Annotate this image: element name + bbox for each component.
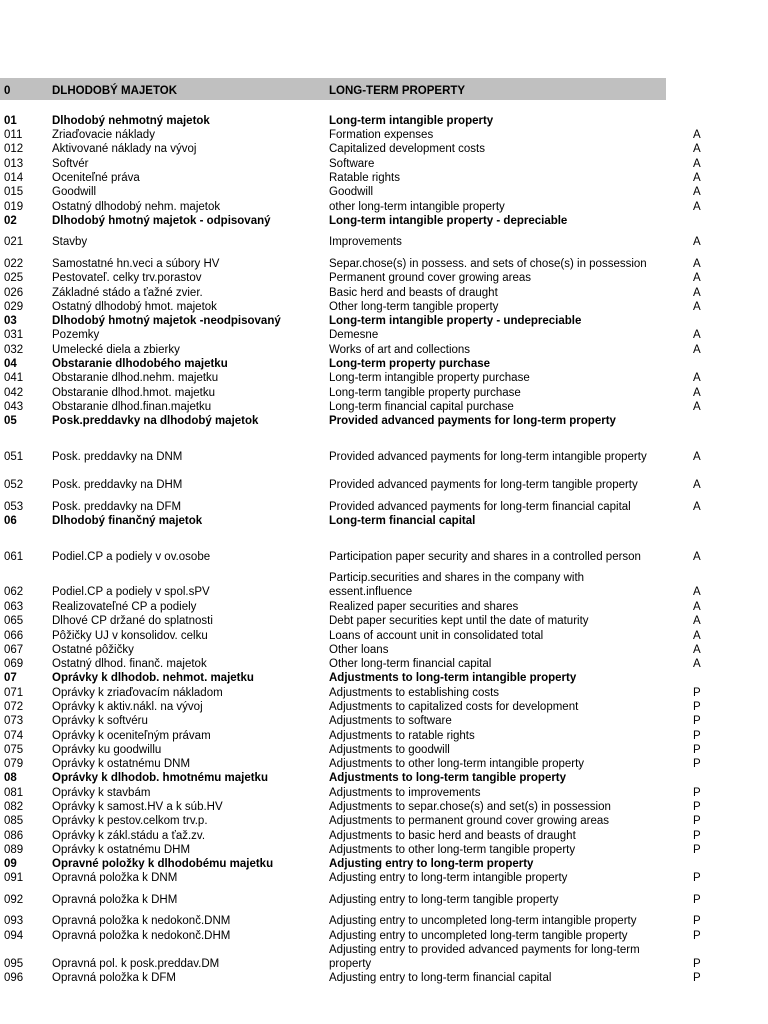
account-name-english: Adjusting entry to uncompleted long-term intangible property xyxy=(329,915,637,927)
account-name-slovak: Ostatné pôžičky xyxy=(52,644,134,656)
account-name-english: Adjusting entry to long-term property xyxy=(329,858,534,870)
account-type: P xyxy=(693,830,701,842)
account-type: A xyxy=(693,630,701,642)
account-name-english: Other long-term financial capital xyxy=(329,658,492,670)
account-code: 019 xyxy=(4,201,24,213)
account-code: 011 xyxy=(4,129,23,141)
account-type: A xyxy=(693,129,701,141)
account-name-english: Long-term intangible property - undepreciable xyxy=(329,315,582,327)
account-name-slovak: Ostatný dlhodobý hmot. majetok xyxy=(52,301,217,313)
account-name-slovak: Opravná položka k DHM xyxy=(52,894,178,906)
account-name-slovak: Oceniteľné práva xyxy=(52,172,140,184)
account-name-english: Other loans xyxy=(329,644,389,656)
account-type: A xyxy=(693,329,701,341)
account-name-english: Goodwill xyxy=(329,186,374,198)
account-name-english: Adjusting entry to long-term tangible property xyxy=(329,894,559,906)
account-name-english: Adjustments to other long-term intangible property xyxy=(329,758,585,770)
account-code: 053 xyxy=(4,501,24,513)
account-name-english: Works of art and collections xyxy=(329,344,471,356)
account-code: 014 xyxy=(4,172,24,184)
account-code: 073 xyxy=(4,715,24,727)
account-name-english: Provided advanced payments for long-term property xyxy=(329,415,616,427)
account-name-slovak: Pôžičky UJ v konsolidov. celku xyxy=(52,630,208,642)
account-name-slovak: Umelecké diela a zbierky xyxy=(52,344,180,356)
account-code: 029 xyxy=(4,301,24,313)
account-code: 031 xyxy=(4,329,24,341)
account-type: A xyxy=(693,258,701,270)
account-type: P xyxy=(693,815,701,827)
account-name-english: Basic herd and beasts of draught xyxy=(329,287,498,299)
account-name-slovak: Pestovateľ. celky trv.porastov xyxy=(52,272,202,284)
account-name-english: Separ.chose(s) in possess. and sets of chose(s) in possession xyxy=(329,258,647,270)
account-type: P xyxy=(693,701,701,713)
account-name-slovak: Pozemky xyxy=(52,329,100,341)
account-type: A xyxy=(693,451,701,463)
account-type: A xyxy=(693,551,701,563)
account-type: A xyxy=(693,186,701,198)
account-name-slovak: Dlhodobý finančný majetok xyxy=(52,515,203,527)
account-name-slovak: Obstaranie dlhod.nehm. majetku xyxy=(52,372,219,384)
account-code: 051 xyxy=(4,451,24,463)
header-english-title: LONG-TERM PROPERTY xyxy=(329,85,466,97)
account-name-slovak: Softvér xyxy=(52,158,89,170)
account-name-english: Long-term tangible property purchase xyxy=(329,387,521,399)
account-name-slovak: Zriaďovacie náklady xyxy=(52,129,155,141)
account-type: A xyxy=(693,287,701,299)
account-name-english: Adjustments to software xyxy=(329,715,452,727)
account-name-english: Demesne xyxy=(329,329,379,341)
account-name-slovak: Oprávky k aktiv.nákl. na vývoj xyxy=(52,701,203,713)
account-type: A xyxy=(693,401,701,413)
account-code: 067 xyxy=(4,644,24,656)
account-code: 074 xyxy=(4,730,24,742)
account-type: A xyxy=(693,143,701,155)
account-name-slovak: Oprávky k softvéru xyxy=(52,715,148,727)
account-type: A xyxy=(693,301,701,313)
account-name-english: Ratable rights xyxy=(329,172,400,184)
account-name-english: Capitalized development costs xyxy=(329,143,485,155)
account-name-slovak: Obstaranie dlhod.finan.majetku xyxy=(52,401,212,413)
account-type: A xyxy=(693,501,701,513)
account-name-english: Loans of account unit in consolidated total xyxy=(329,630,544,642)
account-code: 063 xyxy=(4,601,24,613)
account-name-english: Adjustments to establishing costs xyxy=(329,687,500,699)
account-name-slovak: Opravná položka k nedokonč.DNM xyxy=(52,915,231,927)
account-code: 021 xyxy=(4,236,24,248)
account-code: 082 xyxy=(4,801,24,813)
account-name-english: Provided advanced payments for long-term tangible property xyxy=(329,479,638,491)
account-name-english: Adjusting entry to uncompleted long-term tangible property xyxy=(329,930,628,942)
account-code: 015 xyxy=(4,186,24,198)
account-name-english: other long-term intangible property xyxy=(329,201,505,213)
account-name-english: Particip.securities and shares in the company with essent.influence xyxy=(329,572,585,599)
account-type: A xyxy=(693,272,701,284)
account-name-english: Adjustments to separ.chose(s) and set(s) in possession xyxy=(329,801,611,813)
account-type: P xyxy=(693,715,701,727)
account-code: 07 xyxy=(4,672,17,684)
account-name-english: Improvements xyxy=(329,236,402,248)
account-type: P xyxy=(693,801,701,813)
account-code: 065 xyxy=(4,615,24,627)
account-name-slovak: Posk. preddavky na DNM xyxy=(52,451,183,463)
account-name-english: Adjustments to goodwill xyxy=(329,744,450,756)
account-name-english: Long-term intangible property purchase xyxy=(329,372,530,384)
account-name-english: Long-term intangible property - depreciable xyxy=(329,215,568,227)
account-type: P xyxy=(693,915,701,927)
account-name-slovak: Oprávky k dlhodob. nehmot. majetku xyxy=(52,672,254,684)
account-code: 091 xyxy=(4,872,24,884)
account-type: P xyxy=(693,894,701,906)
account-name-english: Provided advanced payments for long-term intangible property xyxy=(329,451,647,463)
account-code: 042 xyxy=(4,387,24,399)
account-name-slovak: Ostatný dlhodobý nehm. majetok xyxy=(52,201,221,213)
account-code: 096 xyxy=(4,972,24,984)
account-type: A xyxy=(693,658,701,670)
account-code: 06 xyxy=(4,515,17,527)
account-code: 079 xyxy=(4,758,24,770)
account-name-slovak: Opravná položka k DFM xyxy=(52,972,176,984)
account-code: 094 xyxy=(4,930,24,942)
account-name-slovak: Oprávky k ostatnému DNM xyxy=(52,758,191,770)
account-type: P xyxy=(693,744,701,756)
account-type: A xyxy=(693,586,701,598)
account-name-slovak: Obstaranie dlhod.hmot. majetku xyxy=(52,387,216,399)
account-type: A xyxy=(693,644,701,656)
account-name-english: Adjustments to improvements xyxy=(329,787,481,799)
account-name-slovak: Oprávky k dlhodob. hmotnému majetku xyxy=(52,772,268,784)
account-name-slovak: Dlhodobý hmotný majetok -neodpisovaný xyxy=(52,315,281,327)
account-type: A xyxy=(693,201,701,213)
account-name-slovak: Oprávky k zákl.stádu a ťaž.zv. xyxy=(52,830,206,842)
account-code: 04 xyxy=(4,358,17,370)
account-name-slovak: Posk. preddavky na DHM xyxy=(52,479,183,491)
account-type: A xyxy=(693,479,701,491)
account-name-english: Long-term intangible property xyxy=(329,115,494,127)
account-name-slovak: Posk.preddavky na dlhodobý majetok xyxy=(52,415,259,427)
account-type: P xyxy=(693,758,701,770)
account-name-slovak: Oprávky k zriaďovacím nákladom xyxy=(52,687,223,699)
account-name-slovak: Aktivované náklady na vývoj xyxy=(52,143,197,155)
account-name-slovak: Opravná položka k nedokonč.DHM xyxy=(52,930,231,942)
account-code: 03 xyxy=(4,315,17,327)
account-code: 025 xyxy=(4,272,24,284)
account-name-slovak: Podiel.CP a podiely v spol.sPV xyxy=(52,586,210,598)
account-code: 071 xyxy=(4,687,24,699)
account-name-english: Permanent ground cover growing areas xyxy=(329,272,532,284)
account-name-slovak: Podiel.CP a podiely v ov.osobe xyxy=(52,551,211,563)
account-name-english: Adjustments to capitalized costs for development xyxy=(329,701,579,713)
account-name-slovak: Obstaranie dlhodobého majetku xyxy=(52,358,228,370)
account-type: P xyxy=(693,972,701,984)
account-name-english: Adjusting entry to long-term financial capital xyxy=(329,972,552,984)
account-name-slovak: Oprávky k stavbám xyxy=(52,787,151,799)
account-name-slovak: Dlhové CP držané do splatnosti xyxy=(52,615,213,627)
account-type: P xyxy=(693,958,701,970)
account-code: 026 xyxy=(4,287,24,299)
account-name-english: Adjusting entry to long-term intangible property xyxy=(329,872,568,884)
account-code: 062 xyxy=(4,586,24,598)
account-type: A xyxy=(693,372,701,384)
account-name-english: Participation paper security and shares in a controlled person xyxy=(329,551,641,563)
account-name-slovak: Ostatný dlhod. finanč. majetok xyxy=(52,658,207,670)
account-name-slovak: Oprávky k samost.HV a k súb.HV xyxy=(52,801,223,813)
account-type: P xyxy=(693,787,701,799)
account-name-slovak: Oprávky k ostatnému DHM xyxy=(52,844,191,856)
account-name-english: Provided advanced payments for long-term financial capital xyxy=(329,501,631,513)
account-name-slovak: Opravná pol. k posk.preddav.DM xyxy=(52,958,220,970)
account-code: 066 xyxy=(4,630,24,642)
account-name-slovak: Oprávky ku goodwillu xyxy=(52,744,162,756)
account-name-english: Long-term financial capital xyxy=(329,515,476,527)
account-type: P xyxy=(693,730,701,742)
account-type: A xyxy=(693,158,701,170)
account-code: 013 xyxy=(4,158,24,170)
header-code: 0 xyxy=(4,85,11,97)
account-name-slovak: Dlhodobý hmotný majetok - odpisovaný xyxy=(52,215,271,227)
account-type: A xyxy=(693,615,701,627)
account-type: P xyxy=(693,930,701,942)
account-name-english: Adjustments to ratable rights xyxy=(329,730,475,742)
account-code: 052 xyxy=(4,479,24,491)
account-code: 086 xyxy=(4,830,24,842)
account-code: 095 xyxy=(4,958,24,970)
account-type: P xyxy=(693,687,701,699)
account-type: P xyxy=(693,872,701,884)
account-name-english: Formation expenses xyxy=(329,129,434,141)
account-code: 072 xyxy=(4,701,24,713)
account-type: P xyxy=(693,844,701,856)
account-code: 093 xyxy=(4,915,24,927)
account-name-english: Realized paper securities and shares xyxy=(329,601,519,613)
account-code: 085 xyxy=(4,815,24,827)
account-code: 022 xyxy=(4,258,24,270)
account-code: 089 xyxy=(4,844,24,856)
header-slovak-title: DLHODOBÝ MAJETOK xyxy=(52,85,178,97)
account-name-slovak: Opravná položka k DNM xyxy=(52,872,178,884)
account-code: 08 xyxy=(4,772,17,784)
account-code: 012 xyxy=(4,143,24,155)
account-name-slovak: Realizovateľné CP a podiely xyxy=(52,601,197,613)
account-name-english: Adjustments to other long-term tangible property xyxy=(329,844,576,856)
account-code: 01 xyxy=(4,115,17,127)
account-name-english: Adjustments to basic herd and beasts of draught xyxy=(329,830,576,842)
account-name-english: Adjustments to permanent ground cover growing areas xyxy=(329,815,609,827)
account-code: 092 xyxy=(4,894,24,906)
account-name-english: Other long-term tangible property xyxy=(329,301,499,313)
account-name-slovak: Oprávky k pestov.celkom trv.p. xyxy=(52,815,208,827)
account-name-slovak: Goodwill xyxy=(52,186,97,198)
header-row xyxy=(0,78,666,100)
account-name-slovak: Dlhodobý nehmotný majetok xyxy=(52,115,210,127)
account-code: 09 xyxy=(4,858,17,870)
account-name-slovak: Posk. preddavky na DFM xyxy=(52,501,182,513)
account-type: A xyxy=(693,236,701,248)
account-type: A xyxy=(693,387,701,399)
account-name-english: Debt paper securities kept until the date of maturity xyxy=(329,615,589,627)
account-code: 032 xyxy=(4,344,24,356)
account-code: 041 xyxy=(4,372,24,384)
account-name-slovak: Stavby xyxy=(52,236,88,248)
account-code: 081 xyxy=(4,787,24,799)
account-name-english: Long-term property purchase xyxy=(329,358,491,370)
account-name-english: Adjusting entry to provided advanced payments for long-term property xyxy=(329,944,640,971)
account-name-slovak: Samostatné hn.veci a súbory HV xyxy=(52,258,220,270)
account-name-english: Adjustments to long-term tangible property xyxy=(329,772,567,784)
account-name-english: Software xyxy=(329,158,375,170)
account-code: 02 xyxy=(4,215,17,227)
account-code: 075 xyxy=(4,744,24,756)
account-type: A xyxy=(693,172,701,184)
account-code: 043 xyxy=(4,401,24,413)
account-name-english: Adjustments to long-term intangible property xyxy=(329,672,577,684)
account-name-slovak: Opravné položky k dlhodobému majetku xyxy=(52,858,274,870)
account-type: A xyxy=(693,344,701,356)
account-name-english: Long-term financial capital purchase xyxy=(329,401,514,413)
account-code: 061 xyxy=(4,551,24,563)
account-code: 069 xyxy=(4,658,24,670)
account-code: 05 xyxy=(4,415,17,427)
account-type: A xyxy=(693,601,701,613)
account-name-slovak: Oprávky k oceniteľným právam xyxy=(52,730,211,742)
account-name-slovak: Základné stádo a ťažné zvier. xyxy=(52,287,203,299)
